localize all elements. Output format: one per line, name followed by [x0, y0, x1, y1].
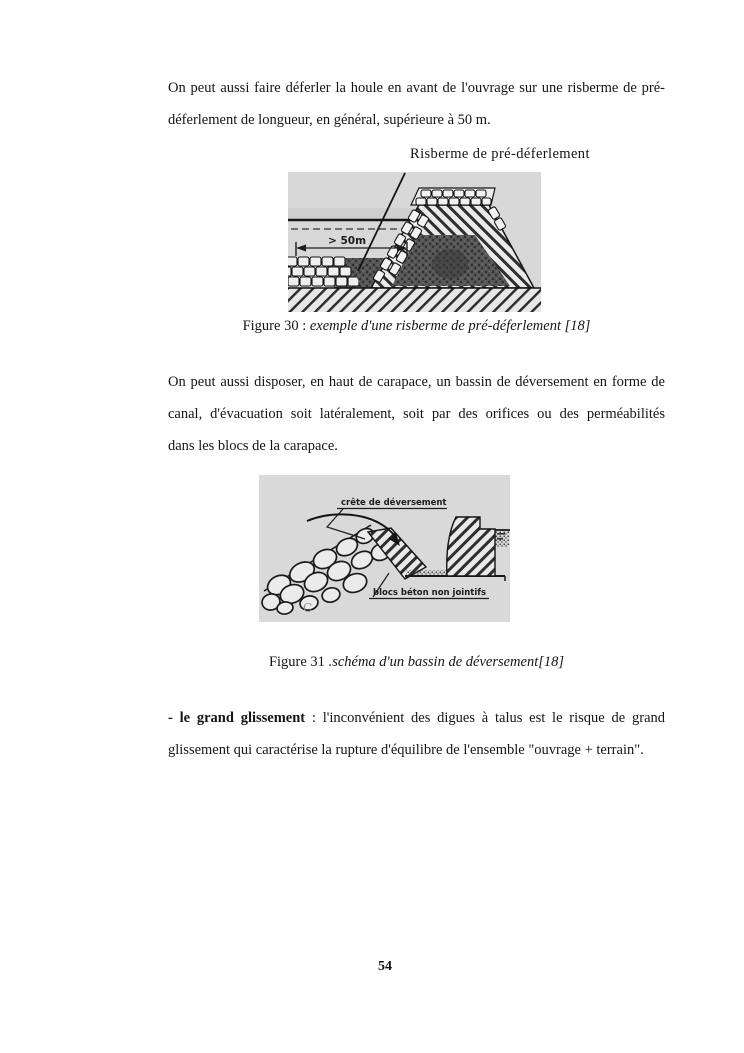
figure30-caption [168, 318, 665, 335]
figure31-caption [168, 654, 665, 671]
figure31-caption-prefix: Figure 31 [268, 654, 329, 670]
page-number: 54 [378, 959, 392, 974]
core-shadow [432, 249, 468, 279]
figure31-diagram [259, 475, 510, 622]
paragraph-3-bold: - le grand glissement [168, 710, 306, 726]
paragraph-2-line-1: On peut aussi disposer, en haut de carapace, un bassin de déversement en forme de [168, 374, 665, 390]
figure30-heading: Risberme de pré-déferlement [410, 146, 590, 162]
seabed-hatch [288, 288, 541, 312]
crest-annotation: crête de déversement [341, 498, 447, 508]
blocks-annotation: blocs béton non jointifs [373, 588, 487, 598]
water-band [288, 208, 412, 220]
paragraph-1-line-2: déferlement de longueur, en général, supérieure à 50 m. [168, 112, 491, 128]
figure30-caption-prefix: Figure 30 : [242, 318, 310, 334]
stray-mark: C [303, 601, 313, 615]
figure30-caption-text: exemple d'une risberme de pré-déferlement [18] [309, 318, 591, 334]
ground-mark-2 [497, 538, 503, 540]
paragraph-1-line-1: On peut aussi faire déferler la houle en avant de l'ouvrage sur une risberme de pré- [168, 80, 665, 96]
paragraph-3 [168, 702, 665, 766]
dimension-label: > 50m [328, 235, 367, 247]
paragraph-2-line-3: dans les blocs de la carapace. [168, 438, 338, 454]
paragraph-2 [168, 366, 665, 462]
paragraph-2-line-2: canal, d'évacuation soit latéralement, soit par des orifices ou des perméabilités [168, 406, 665, 422]
paragraph-3-line-1 [168, 702, 665, 734]
ground-mark-1 [497, 533, 505, 535]
paragraph-3-rest: : l'inconvénient des digues à talus est le risque de grand [305, 710, 665, 726]
paragraph-3-line-2: glissement qui caractérise la rupture d'équilibre de l'ensemble "ouvrage + terrain". [168, 742, 644, 758]
paragraph-1 [168, 72, 665, 136]
figure30-diagram [288, 172, 541, 312]
figure31-caption-text: .schéma d'un bassin de déversement[18] [328, 654, 565, 670]
